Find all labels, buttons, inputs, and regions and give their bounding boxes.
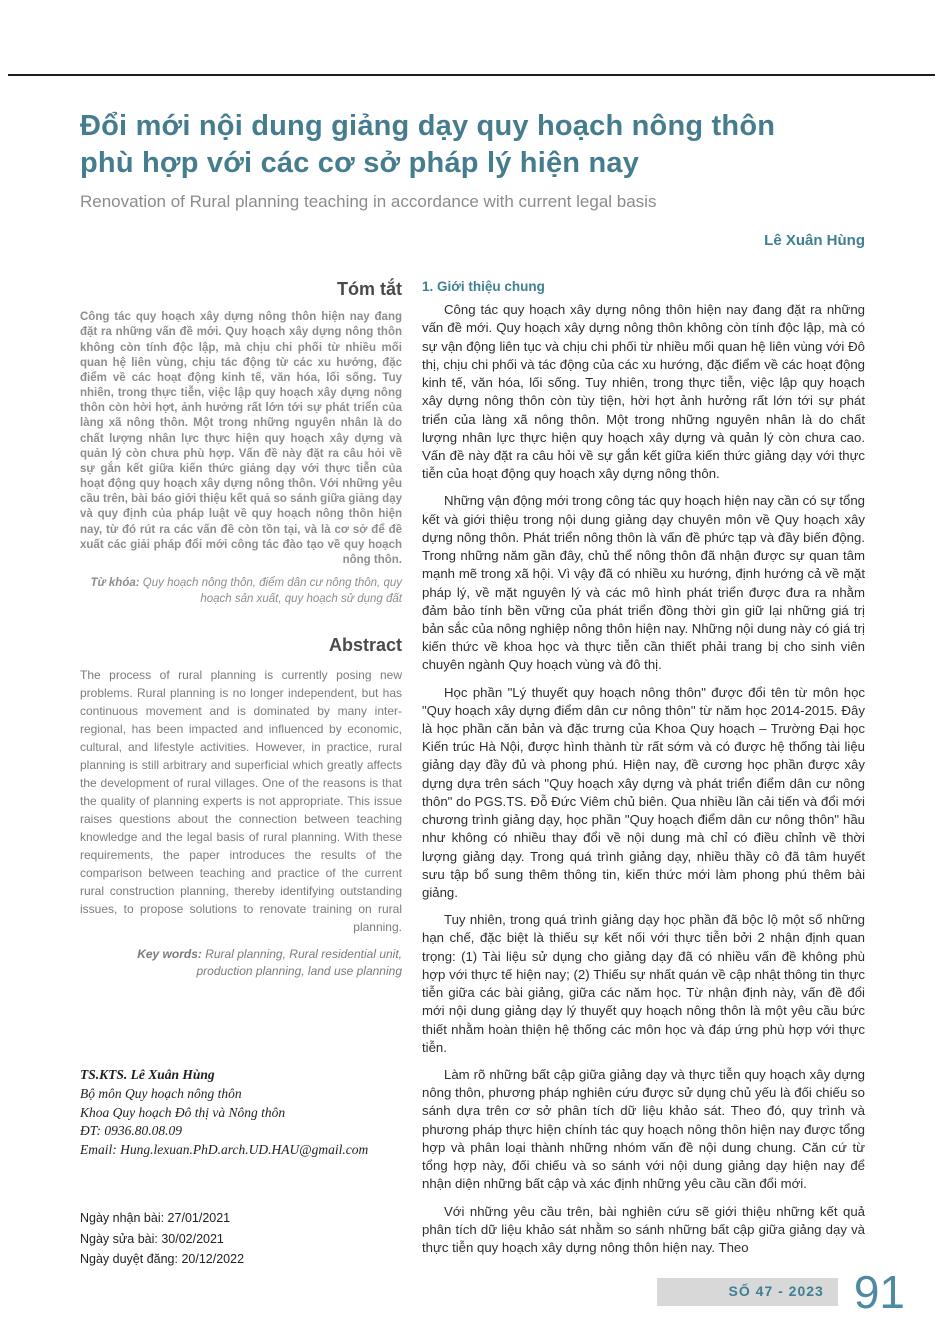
abstract-heading: Abstract: [328, 635, 402, 656]
author-department: Bộ môn Quy hoạch nông thôn: [80, 1085, 242, 1101]
body-paragraph: Những vận động mới trong công tác quy hoạch hiện nay cần có sự tổng kết và giới thiệu trong nội dung giảng dạy chuyên môn về Quy hoạch xây dựng nông thôn. Phát triển nông thôn là vấn đề phức tạp và đầy biến động. Trong những năm gần đây, chủ thể nông thôn đã nhận được sự quan tâm mạnh mẽ trong xã hội. Vì vậy đã có nhiều xu hướng, định hướng cả về mặt pháp lý, về mặt nguyên lý và các mô hình phát triển được đưa ra nhằm đảm bảo tính bền vững của phát triển đồng thời gìn giữ lại những giá trị bản sắc của nông nghiệp nông thôn hiện nay. Những nội dung này có giá trị kiến thức về khoa học và thực tiễn cần thiết phải trang bị cho sinh viên chuyên ngành Quy hoạch vùng và đô thị.: [422, 493, 865, 673]
keywords-vi-body: Quy hoạch nông thôn, điểm dân cư nông thôn, quy hoạch sản xuất, quy hoạch sử dụng đất: [142, 577, 402, 605]
author-faculty: Khoa Quy hoạch Đô thị và Nông thôn: [80, 1104, 286, 1120]
manuscript-dates: [80, 1208, 402, 1270]
body-paragraph: Với những yêu cầu trên, bài nghiên cứu sẽ giới thiệu những kết quả phân tích dữ liệu khảo sát nhằm so sánh những bất cập giữa giảng dạy và thực tiễn quy hoạch xây dựng nông thôn hiện nay. Theo: [422, 1203, 865, 1255]
author-full-name: TS.KTS. Lê Xuân Hùng: [80, 1066, 215, 1082]
main-text-column: [422, 279, 865, 1270]
abstract-body: The process of rural planning is currently posing new problems. Rural planning is no longer independent, but has continuous movement and is dominated by many inter-regional, has been impacted and influenced by economic, cultural, and lifestyle activities. However, in practice, rural planning is still arbitrary and superficial which greatly affects the development of rural villages. One of the reasons is that the quality of planning experts is not appropriate. This issue raises questions about the connection between teaching knowledge and the legal basis of rural planning. With these requirements, the paper introduces the results of the comparison between teaching and practice of the current rural construction planning, thereby identifying outstanding issues, to propose solutions to renovate training on rural planning.: [80, 668, 402, 935]
body-paragraph: Làm rõ những bất cập giữa giảng dạy và thực tiễn quy hoạch xây dựng nông thôn, phương pháp nghiên cứu được sử dụng chủ yếu là đối chiếu so sánh dựa trên cơ sở phân tích dữ liệu khảo sát. Theo đó, quy trình và phương pháp thực hiện chính tác quy hoạch nông thôn hiện nay được tổng hợp và phân loại thành những nhóm vấn đề nội dung chung. Căn cứ từ tổng hợp này, đối chiếu và so sánh với nội dung giảng dạy hiện nay để nhận diện những bất cập và xác định những yêu cầu cần đổi mới.: [422, 1066, 865, 1192]
author-name: Lê Xuân Hùng: [764, 232, 865, 250]
author-affiliation-block: [80, 1066, 402, 1160]
author-phone: ĐT: 0936.80.08.09: [80, 1123, 183, 1139]
tomtat-body: Công tác quy hoạch xây dựng nông thôn hiện nay đang đặt ra những vấn đề mới. Quy hoạch xây dựng nông thôn không còn tính độc lập, mà chịu chi phối từ nhiều mối quan hệ liên vùng, chịu tác động từ các xu hướng, đặc điểm về các hoạt động kinh tế, văn hóa, lối sống. Tuy nhiên, trong thực tiễn, việc lập quy hoạch xây dựng nông thôn còn hời hợt, ảnh hưởng rất lớn tới sự phát triển của làng xã nông thôn. Một trong những nguyên nhân là do chất lượng nhân lực thực hiện quy hoạch xây dựng và quản lý còn chưa phù hợp. Vấn đề này đặt ra câu hỏi về sự gắn kết giữa kiến thức giảng dạy với thực tiễn của hoạt động quy hoạch xây dựng nông thôn. Với những yêu cầu trên, bài báo giới thiệu kết quả so sánh giữa giảng dạy và quy định của pháp luật về quy hoạch nông thôn hiện nay, từ đó rút ra các vấn đề còn tồn tại, và là cơ sở để đề xuất các giải pháp đổi mới công tác đào tạo về quy hoạch nông thôn.: [80, 311, 402, 566]
author-email: Email: Hung.lexuan.PhD.arch.UD.HAU@gmail.com: [80, 1142, 369, 1158]
keywords-en: [80, 946, 402, 980]
section-heading-1: 1. Giới thiệu chung: [422, 279, 545, 295]
keywords-en-label: Key words:: [137, 947, 202, 962]
issue-band: [657, 1278, 838, 1306]
date-revised: Ngày sửa bài: 30/02/2021: [80, 1231, 224, 1246]
body-paragraph: Công tác quy hoạch xây dựng nông thôn hiện nay đang đặt ra những vấn đề mới. Quy hoạch xây dựng nông thôn không còn tính độc lập, mà có sự vận động liên tục và chịu chi phối từ nhiều mối quan hệ liên vùng với Đô thị, chịu chi phối và tác động của các xu hướng, đặc điểm về các hoạt động kinh tế, văn hóa, lối sống. Tuy nhiên, trong thực tiễn, việc lập quy hoạch xây dựng nông thôn còn tùy tiện, hời hợt ảnh hưởng rất lớn tới sự phát triển của làng xã nông thôn. Một trong những nguyên nhân là do chất lượng nhân lực thực hiện quy hoạch xây dựng và quản lý còn chưa cao. Vấn đề này đặt ra câu hỏi về sự gắn kết giữa kiến thức giảng dạy với thực tiễn của hoạt động quy hoạch xây dựng nông thôn.: [422, 302, 865, 482]
keywords-en-body: Rural planning, Rural residential unit, production planning, land use planning: [196, 947, 402, 978]
date-accepted: Ngày duyệt đăng: 20/12/2022: [80, 1252, 245, 1267]
body-paragraph: Học phần "Lý thuyết quy hoạch nông thôn" được đổi tên từ môn học "Quy hoạch xây dựng điểm dân cư nông thôn" từ năm học 2014-2015. Đây là học phần căn bản và đặc trưng của Khoa Quy hoạch – Trường Đại học Kiến trúc Hà Nội, được hình thành từ rất sớm và có được hệ thống tài liệu giảng dạy đầy đủ và phong phú. Hiện nay, đề cương học phần được xây dựng dựa trên sách "Quy hoạch xây dựng và phát triển điểm dân cư nông thôn" do PGS.TS. Đỗ Đức Viêm chủ biên. Qua nhiều lần cải tiến và đổi mới chương trình giảng dạy, học phần "Quy hoạch điểm dân cư nông thôn" hầu như không có nhiều thay đổi về nội dung mà chỉ có điều chỉnh về thời lượng giảng dạy. Trong quá trình giảng dạy, nhiều thầy cô đã tâm huyết sưu tập bổ sung thêm thông tin, kiến thức mới làm phong phú thêm bài giảng.: [422, 684, 865, 900]
article-header: [0, 0, 943, 249]
page-number: 91: [853, 1266, 905, 1318]
tomtat-heading: Tóm tắt: [337, 279, 402, 300]
date-received: Ngày nhận bài: 27/01/2021: [80, 1211, 231, 1226]
sidebar-abstract-column: [80, 279, 402, 1270]
top-rule: [8, 74, 935, 76]
body-paragraph: Tuy nhiên, trong quá trình giảng dạy học phần đã bộc lộ một số những hạn chế, đặc biệt là thiếu sự kết nối với thực tiễn bởi 2 nhận định quan trọng: (1) Tài liệu sử dụng cho giảng dạy đã có nhiều vấn đề không phù hợp với thực tế hiện nay; (2) Thiếu sự nhất quán về cập nhật thông tin thực tiễn giữa các bài giảng, giữa các năm học. Từ nhận định này, vấn đề đổi mới nội dung giảng dạy lý thuyết quy hoạch nông thôn là một yêu cầu bức thiết nhằm hoàn thiện hệ thống các môn học và đáp ứng phù hợp với thực tiễn.: [422, 912, 865, 1055]
issue-label: SỐ 47 - 2023: [728, 1283, 824, 1299]
article-title-en: Renovation of Rural planning teaching in accordance with current legal basis: [80, 192, 657, 212]
keywords-vi: [80, 576, 402, 607]
page-footer: [0, 1266, 943, 1318]
two-column-body: [0, 279, 943, 1270]
keywords-vi-label: Từ khóa:: [90, 577, 140, 590]
article-title-vi: Đổi mới nội dung giảng dạy quy hoạch nông thôn phù hợp với các cơ sở pháp lý hiện nay: [80, 110, 776, 180]
